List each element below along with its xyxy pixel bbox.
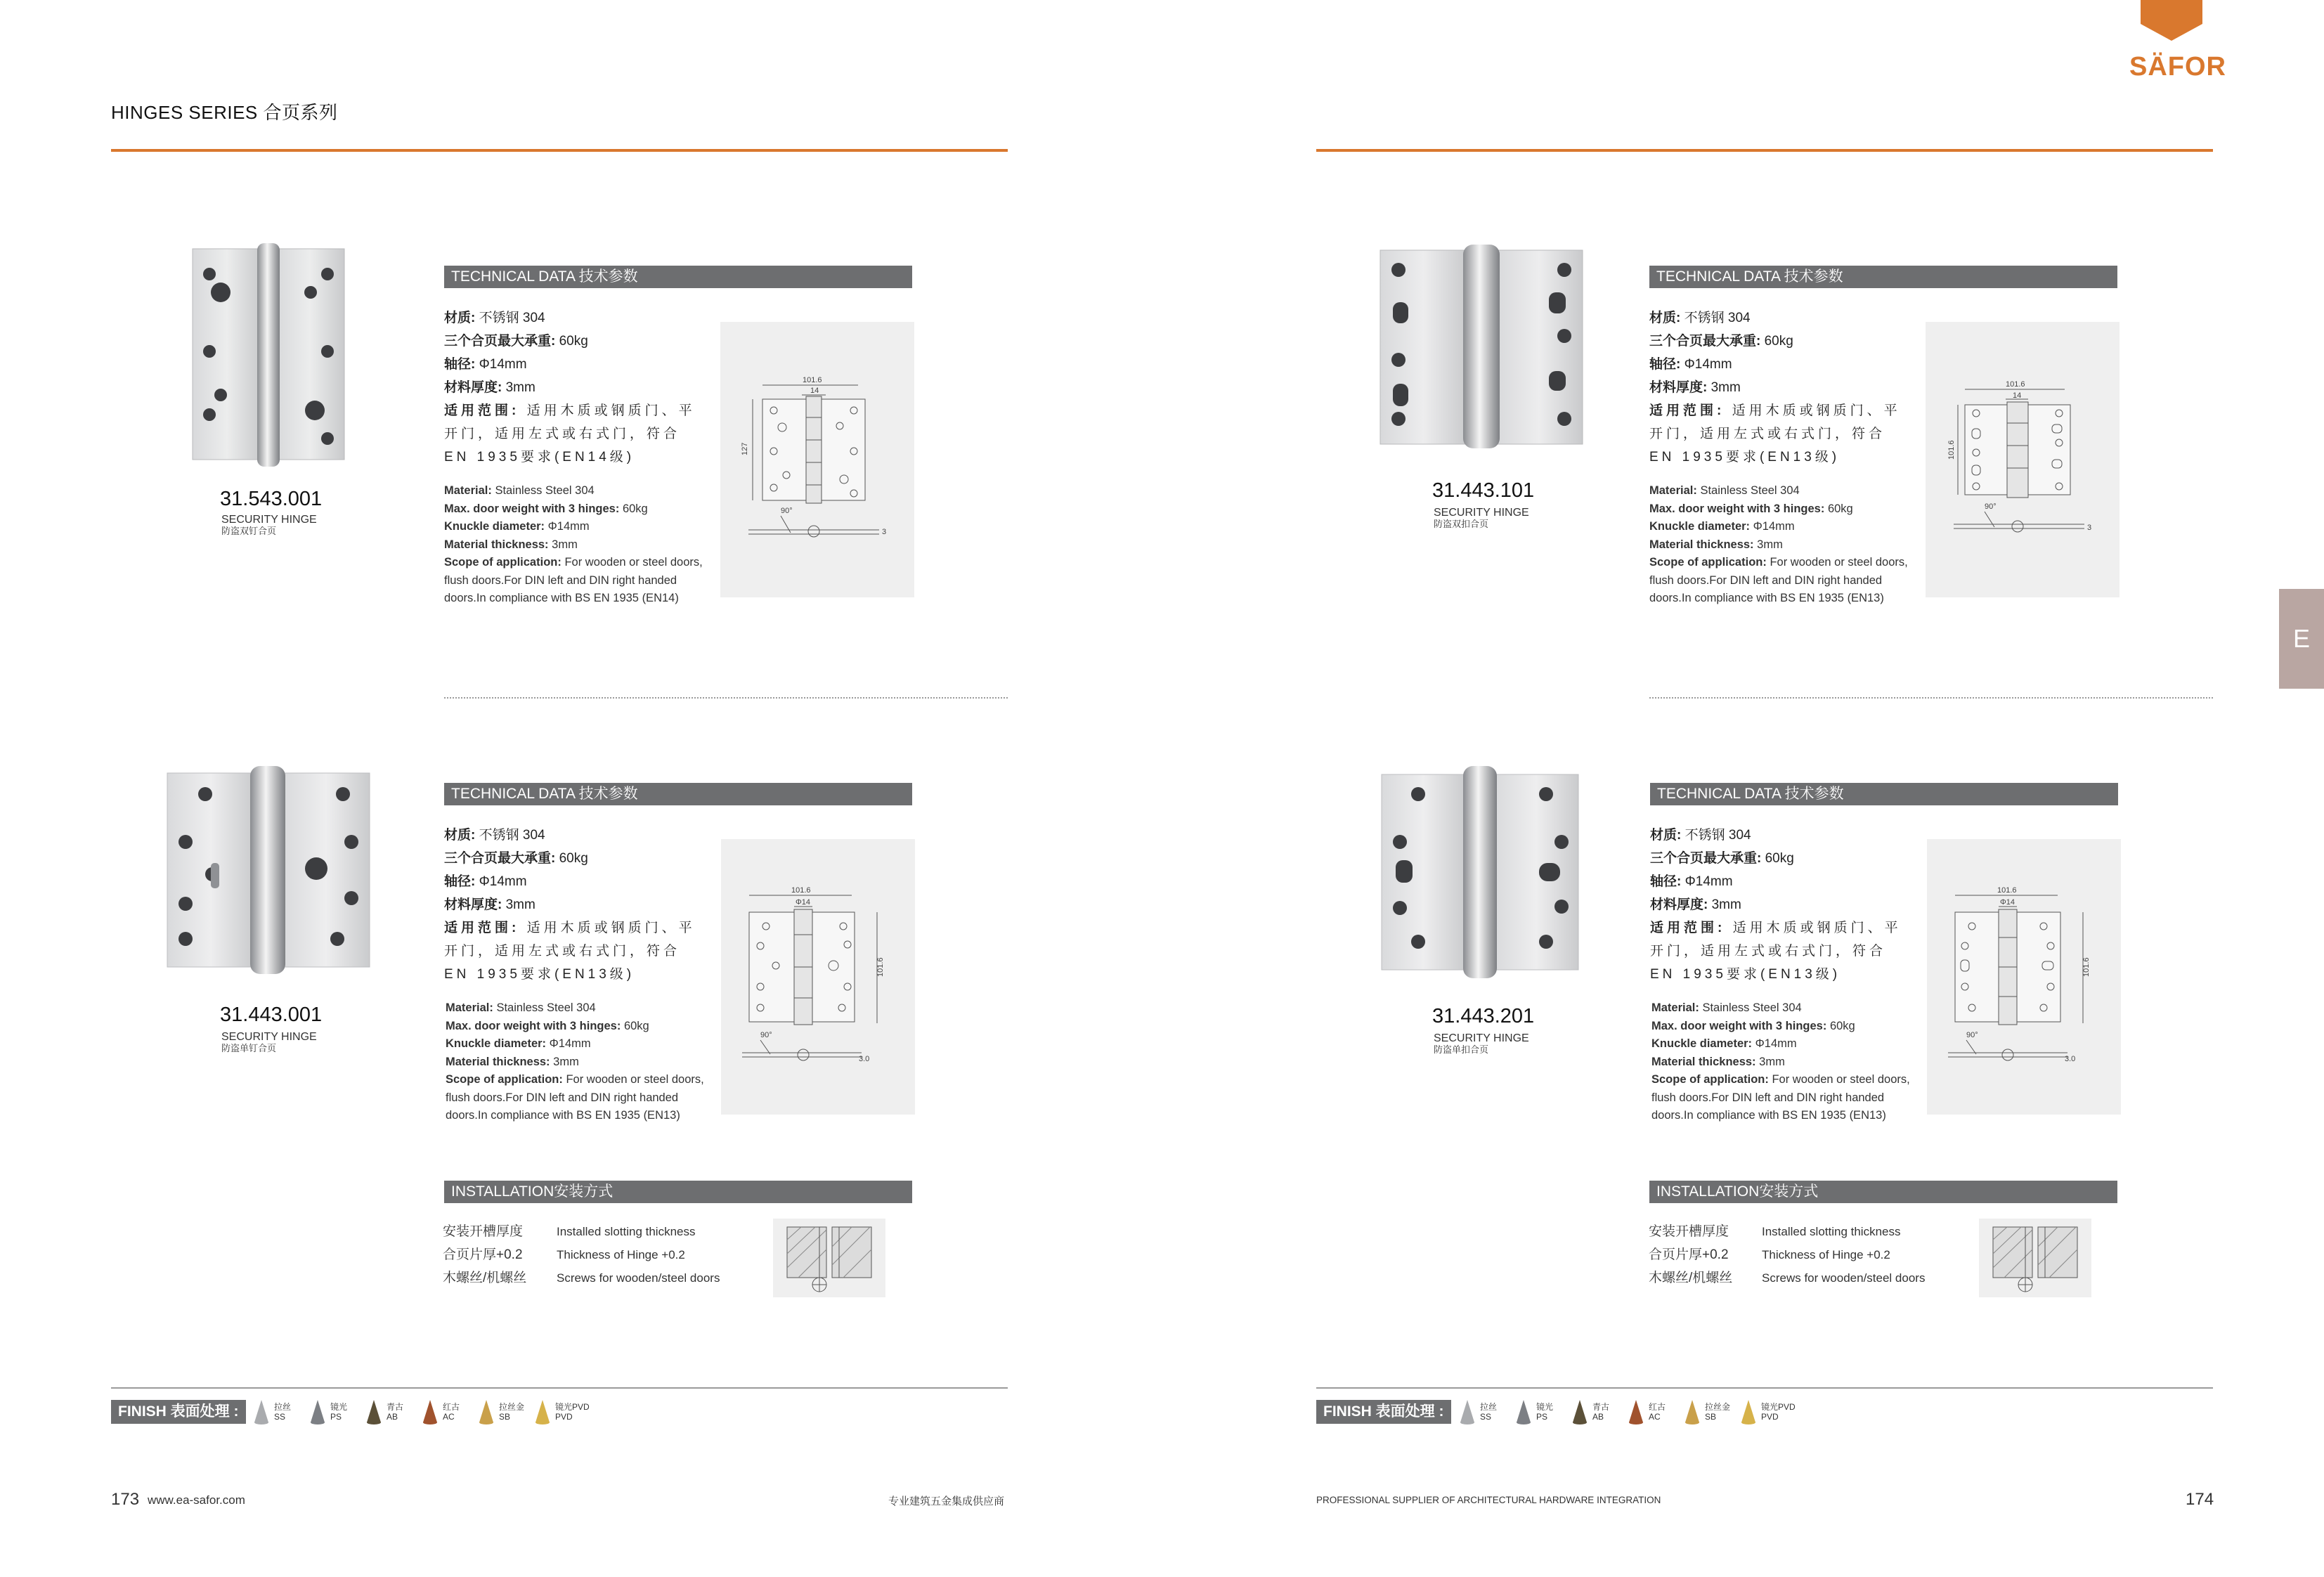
- technical-drawing: [721, 839, 915, 1115]
- tagline-en: PROFESSIONAL SUPPLIER OF ARCHITECTURAL HARDWARE INTEGRATION: [1316, 1495, 1661, 1505]
- finish-rule-right: [1316, 1387, 2213, 1389]
- product-photo: [191, 239, 346, 471]
- finish-name: 拉丝: [1480, 1402, 1498, 1412]
- finish-swatch-pvd: [534, 1398, 590, 1425]
- finish-cone-icon: [1684, 1398, 1701, 1425]
- finish-code: SS: [1480, 1412, 1492, 1422]
- finish-name: 拉丝: [274, 1402, 292, 1412]
- product-code: 31.543.001: [220, 488, 323, 510]
- brand-name: SÄFOR: [2129, 52, 2226, 82]
- finish-name: 镜光PVD: [555, 1402, 590, 1412]
- website-link[interactable]: www.ea-safor.com: [148, 1493, 245, 1507]
- dim-height: 127: [741, 442, 749, 455]
- dim-thickness: 3.0: [2065, 1055, 2076, 1063]
- finish-swatch-sb: [1684, 1398, 1730, 1425]
- finish-cone-icon: [253, 1398, 270, 1425]
- tech-data-header: TECHNICAL DATA 技术参数: [1650, 783, 2118, 805]
- dim-height: 101.6: [876, 957, 885, 977]
- finish-code: PVD: [1761, 1412, 1779, 1422]
- finish-name: 青古: [1592, 1402, 1610, 1412]
- section-tab-label: E: [2292, 624, 2310, 653]
- finish-label: FINISH 表面处理 :: [111, 1400, 246, 1424]
- finish-cone-icon: [422, 1398, 439, 1425]
- finish-swatch-ss: [1459, 1398, 1497, 1425]
- finish-swatch-ab: [1571, 1398, 1609, 1425]
- finish-swatch-pvd: [1740, 1398, 1796, 1425]
- installation-diagram: [1979, 1219, 2091, 1297]
- product-photo: [166, 765, 371, 975]
- dim-thickness: 3.0: [859, 1055, 870, 1063]
- product-name-en: SECURITY HINGE: [221, 514, 317, 526]
- finish-name: 青古: [387, 1402, 404, 1412]
- product-name: [221, 514, 317, 537]
- dim-height: 101.6: [2082, 957, 2091, 977]
- finish-cone-icon: [1515, 1398, 1532, 1425]
- dim-thickness: 3: [2087, 524, 2092, 532]
- dim-angle: 90°: [1966, 1031, 1978, 1039]
- installation-en-list: Installed slotting thickness Thickness of Hinge +0.2 Screws for wooden/steel doors: [1762, 1225, 1926, 1285]
- installation-cn-list: 安装开槽厚度 合页片厚+0.2 木螺丝/机螺丝: [443, 1224, 527, 1285]
- header-rule-right: [1316, 149, 2213, 152]
- product-code: 31.443.201: [1432, 1005, 1535, 1027]
- product-name-cn: 防盗单钉合页: [221, 1043, 277, 1053]
- dim-knuckle: Φ14: [2000, 898, 2015, 907]
- finish-cone-icon: [1628, 1398, 1644, 1425]
- installation-header: INSTALLATION安装方式: [444, 1181, 912, 1203]
- installation-cn-list: 安装开槽厚度 合页片厚+0.2 木螺丝/机螺丝: [1649, 1224, 1733, 1285]
- installation-en-list: Installed slotting thickness Thickness of Hinge +0.2 Screws for wooden/steel doors: [557, 1225, 720, 1285]
- page-number-left: 173: [111, 1490, 140, 1509]
- product-name-en: SECURITY HINGE: [1434, 1032, 1529, 1044]
- dim-width: 101.6: [791, 886, 811, 895]
- finish-name: 拉丝金: [499, 1402, 525, 1412]
- product-name-en: SECURITY HINGE: [221, 1031, 317, 1043]
- finish-cone-icon: [478, 1398, 495, 1425]
- product-name: [1434, 507, 1529, 530]
- finish-swatch-ac: [422, 1398, 460, 1425]
- technical-drawing: [1926, 322, 2119, 597]
- finish-name: 拉丝金: [1705, 1402, 1731, 1412]
- finish-name: 镜光: [1536, 1402, 1554, 1412]
- product-name-cn: 防盗单扣合页: [1434, 1044, 1489, 1055]
- finish-code: PS: [330, 1412, 342, 1422]
- installation-diagram: [773, 1219, 885, 1297]
- finish-cone-icon: [534, 1398, 551, 1425]
- finish-name: 镜光: [330, 1402, 348, 1412]
- finish-swatch-ab: [365, 1398, 403, 1425]
- product-name-cn: 防盗双扣合页: [1434, 519, 1489, 529]
- finish-code: AC: [443, 1412, 455, 1422]
- product-photo: [1380, 765, 1580, 980]
- finish-cone-icon: [365, 1398, 382, 1425]
- dim-thickness: 3: [882, 528, 887, 536]
- finish-swatch-ps: [309, 1398, 347, 1425]
- finish-code: SB: [1705, 1412, 1717, 1422]
- finish-name: 镜光PVD: [1761, 1402, 1796, 1412]
- finish-name: 红古: [443, 1402, 460, 1412]
- installation-header: INSTALLATION安装方式: [1649, 1181, 2117, 1203]
- divider-right: [1649, 697, 2213, 699]
- product-code: 31.443.101: [1432, 479, 1535, 502]
- finish-cone-icon: [309, 1398, 326, 1425]
- tech-data-header: TECHNICAL DATA 技术参数: [444, 266, 912, 288]
- finish-rule-left: [111, 1387, 1008, 1389]
- finish-name: 红古: [1649, 1402, 1666, 1412]
- product-name: [1434, 1033, 1529, 1056]
- header-rule-left: [111, 149, 1008, 152]
- finish-cone-icon: [1571, 1398, 1588, 1425]
- dim-width: 101.6: [803, 376, 822, 384]
- finish-swatch-ps: [1515, 1398, 1553, 1425]
- dim-knuckle: 14: [2013, 391, 2022, 400]
- finish-code: PS: [1536, 1412, 1548, 1422]
- section-tab[interactable]: [2279, 589, 2324, 689]
- finish-cone-icon: [1740, 1398, 1757, 1425]
- spec-en: Material: Stainless Steel 304 Max. door weight with 3 hinges: 60kg Knuckle diameter: Φ14mm Material thickness: 3mm Scope of application: For wooden or steel doors, flush doors.For DIN left and DIN right handed doors.In compliance with BS EN 1935 (EN13): [1649, 484, 1908, 604]
- technical-drawing: [1927, 839, 2121, 1115]
- tech-data-header: TECHNICAL DATA 技术参数: [1649, 266, 2117, 288]
- tech-data-header: TECHNICAL DATA 技术参数: [444, 783, 912, 805]
- spec-cn: 材质: 不锈钢 304 三个合页最大承重: 60kg 轴径: Φ14mm 材料厚度: 3mm 适用范围: 适用木质或钢质门、平开门，适用左式或右式门，符合EN 1935要求(EN14级): [444, 311, 696, 465]
- dim-angle: 90°: [1985, 502, 1997, 511]
- dim-knuckle: 14: [810, 387, 819, 395]
- brand-logo: [2129, 0, 2226, 84]
- tagline-cn: 专业建筑五金集成供应商: [888, 1495, 1005, 1507]
- spec-cn: 材质: 不锈钢 304 三个合页最大承重: 60kg 轴径: Φ14mm 材料厚度: 3mm 适用范围: 适用木质或钢质门、平开门，适用左式或右式门，符合EN 1935要求(EN13级): [1650, 828, 1902, 982]
- finish-label: FINISH 表面处理 :: [1316, 1400, 1451, 1424]
- finish-code: AB: [387, 1412, 398, 1422]
- spec-cn: 材质: 不锈钢 304 三个合页最大承重: 60kg 轴径: Φ14mm 材料厚度: 3mm 适用范围: 适用木质或钢质门、平开门，适用左式或右式门，符合EN 1935要求(EN13级): [1649, 311, 1901, 465]
- page-title: HINGES SERIES 合页系列: [111, 102, 338, 123]
- spec-en: Material: Stainless Steel 304 Max. door weight with 3 hinges: 60kg Knuckle diameter: Φ14mm Material thickness: 3mm Scope of application: For wooden or steel doors, flush doors.For DIN left and DIN right handed doors.In compliance with BS EN 1935 (EN13): [1651, 1001, 1910, 1122]
- finish-cone-icon: [1459, 1398, 1476, 1425]
- finish-swatch-ac: [1628, 1398, 1666, 1425]
- product-code: 31.443.001: [220, 1004, 323, 1026]
- dim-angle: 90°: [760, 1031, 772, 1039]
- finish-code: PVD: [555, 1412, 573, 1422]
- product-photo: [1379, 242, 1584, 450]
- finish-code: SS: [274, 1412, 286, 1422]
- logo-badge-icon: [2129, 0, 2214, 42]
- divider-left: [444, 697, 1008, 699]
- dim-height: 101.6: [1947, 440, 1956, 460]
- dim-width: 101.6: [1997, 886, 2017, 895]
- spec-en: Material: Stainless Steel 304 Max. door weight with 3 hinges: 60kg Knuckle diameter: Φ14mm Material thickness: 3mm Scope of application: For wooden or steel doors, flush doors.For DIN left and DIN right handed doors.In compliance with BS EN 1935 (EN13): [446, 1001, 704, 1122]
- dim-width: 101.6: [2006, 380, 2025, 389]
- spec-cn: 材质: 不锈钢 304 三个合页最大承重: 60kg 轴径: Φ14mm 材料厚度: 3mm 适用范围: 适用木质或钢质门、平开门，适用左式或右式门，符合EN 1935要求(EN13级): [444, 828, 696, 982]
- page-number-right: 174: [2186, 1490, 2214, 1509]
- product-name-en: SECURITY HINGE: [1434, 507, 1529, 519]
- dim-angle: 90°: [781, 507, 793, 515]
- finish-swatch-ss: [253, 1398, 291, 1425]
- product-name: [221, 1032, 317, 1054]
- finish-swatch-sb: [478, 1398, 524, 1425]
- finish-code: SB: [499, 1412, 511, 1422]
- finish-code: AC: [1649, 1412, 1661, 1422]
- spec-en: Material: Stainless Steel 304 Max. door weight with 3 hinges: 60kg Knuckle diameter: Φ14mm Material thickness: 3mm Scope of application: For wooden or steel doors, flush doors.For DIN left and DIN right handed doors.In compliance with BS EN 1935 (EN14): [444, 484, 703, 604]
- technical-drawing: [720, 322, 914, 597]
- dim-knuckle: Φ14: [796, 898, 811, 907]
- finish-code: AB: [1592, 1412, 1604, 1422]
- product-name-cn: 防盗双钉合页: [221, 526, 277, 536]
